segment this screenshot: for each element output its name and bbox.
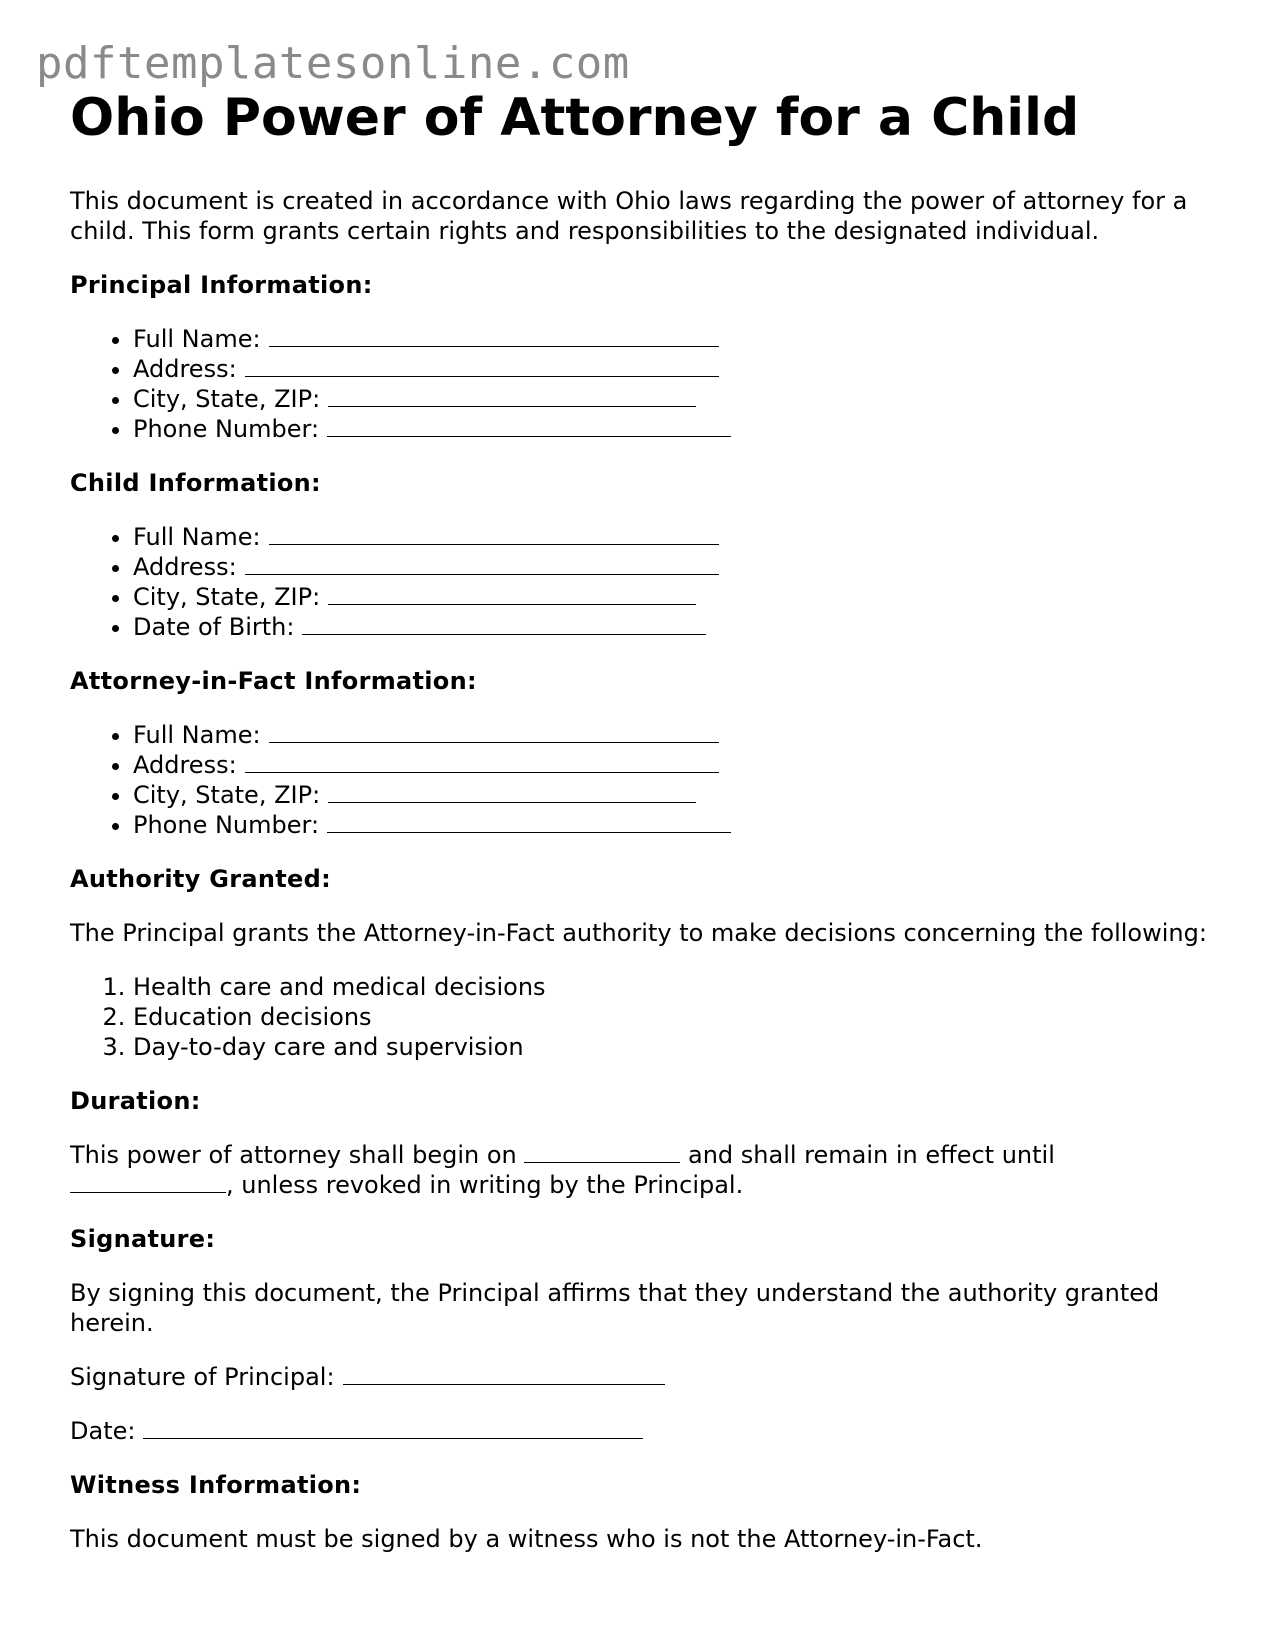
witness-text: This document must be signed by a witness who is not the Attorney-in-Fact. [70,1525,983,1553]
date-label: Date: [70,1417,136,1445]
date-field[interactable] [143,1416,643,1439]
field-label: Full Name: [133,721,261,749]
attorney-heading: Attorney-in-Fact Information: [70,667,477,695]
attorney-address-field[interactable] [245,750,719,773]
list-item [133,324,1230,354]
attorney-fields [70,720,1230,840]
child-city-state-zip-field[interactable] [328,582,696,605]
list-item [133,582,1230,612]
child-address-field[interactable] [245,552,719,575]
field-label: City, State, ZIP: [133,583,321,611]
child-heading: Child Information: [70,469,321,497]
field-label: Phone Number: [133,415,320,443]
duration-text-middle: and shall remain in effect until [688,1141,1055,1169]
list-item [133,612,1230,642]
list-item [133,780,1230,810]
signature-line [70,1362,1230,1392]
list-item [133,414,1230,444]
child-date-of-birth-field[interactable] [302,612,706,635]
principal-fields [70,324,1230,444]
field-label: Address: [133,355,237,383]
attorney-full-name-field[interactable] [269,720,719,743]
list-item: 3. Day-to-day care and supervision [133,1032,1230,1062]
attorney-phone-field[interactable] [327,810,731,833]
list-item [133,552,1230,582]
principal-address-field[interactable] [245,354,719,377]
list-item [133,522,1230,552]
list-item [133,354,1230,384]
signature-heading: Signature: [70,1225,216,1253]
field-label: Phone Number: [133,811,320,839]
start-date-field[interactable] [524,1140,680,1163]
end-date-field[interactable] [70,1170,226,1193]
principal-phone-field[interactable] [327,414,731,437]
field-label: City, State, ZIP: [133,385,321,413]
principal-heading: Principal Information: [70,271,373,299]
field-label: City, State, ZIP: [133,781,321,809]
list-item: 1. Health care and medical decisions [133,972,1230,1002]
authority-list [70,972,1230,1062]
attorney-city-state-zip-field[interactable] [328,780,696,803]
field-label: Full Name: [133,325,261,353]
duration-text [70,1140,1230,1200]
signature-text: By signing this document, the Principal affirms that they understand the authority granted herein. [70,1279,1160,1337]
watermark: pdftemplatesonline.com [36,38,630,89]
witness-heading: Witness Information: [70,1471,362,1499]
list-item [133,810,1230,840]
authority-text: The Principal grants the Attorney-in-Fact authority to make decisions concerning the following: [70,919,1207,947]
field-label: Full Name: [133,523,261,551]
list-item [133,750,1230,780]
authority-heading: Authority Granted: [70,865,331,893]
duration-text-end: , unless revoked in writing by the Principal. [226,1171,744,1199]
field-label: Date of Birth: [133,613,295,641]
principal-full-name-field[interactable] [269,324,719,347]
signature-label: Signature of Principal: [70,1363,335,1391]
field-label: Address: [133,751,237,779]
list-item: 2. Education decisions [133,1002,1230,1032]
document-page [70,82,1230,1554]
list-item [133,384,1230,414]
signature-field[interactable] [343,1362,665,1385]
intro-paragraph: This document is created in accordance with Ohio laws regarding the power of attorney for a child. This form grants certain rights and responsibilities to the designated individual. [70,187,1188,245]
list-item [133,720,1230,750]
field-label: Address: [133,553,237,581]
principal-city-state-zip-field[interactable] [328,384,696,407]
date-line [70,1416,1230,1446]
duration-heading: Duration: [70,1087,201,1115]
child-full-name-field[interactable] [269,522,719,545]
duration-text-begin: This power of attorney shall begin on [70,1141,517,1169]
child-fields [70,522,1230,642]
document-title: Ohio Power of Attorney for a Child [70,88,1080,148]
